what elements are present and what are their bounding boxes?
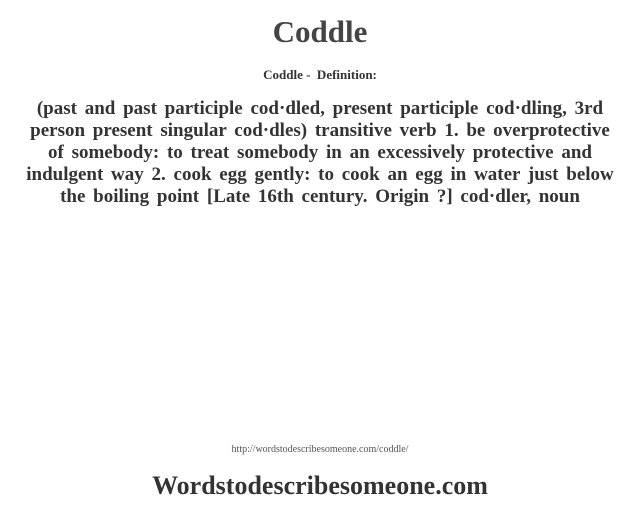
word-title: Coddle <box>272 14 368 49</box>
definition-text: (past and past participle cod·dled, present participle cod·dling, 3rd person present singular cod·dles) transitive verb 1. be overprotective of somebody: to treat somebody in an excessively protective and indulgent way 2. cook egg gently: to cook an egg in water just below the boiling point [Late 16th century. Origin ?] cod·dler, noun <box>26 98 614 207</box>
source-url: http://wordstodescribesomeone.com/coddle/ <box>231 444 409 455</box>
definition-heading: Coddle - Definition: <box>263 67 377 82</box>
site-name: Wordstodescribesomeone.com <box>152 471 488 500</box>
